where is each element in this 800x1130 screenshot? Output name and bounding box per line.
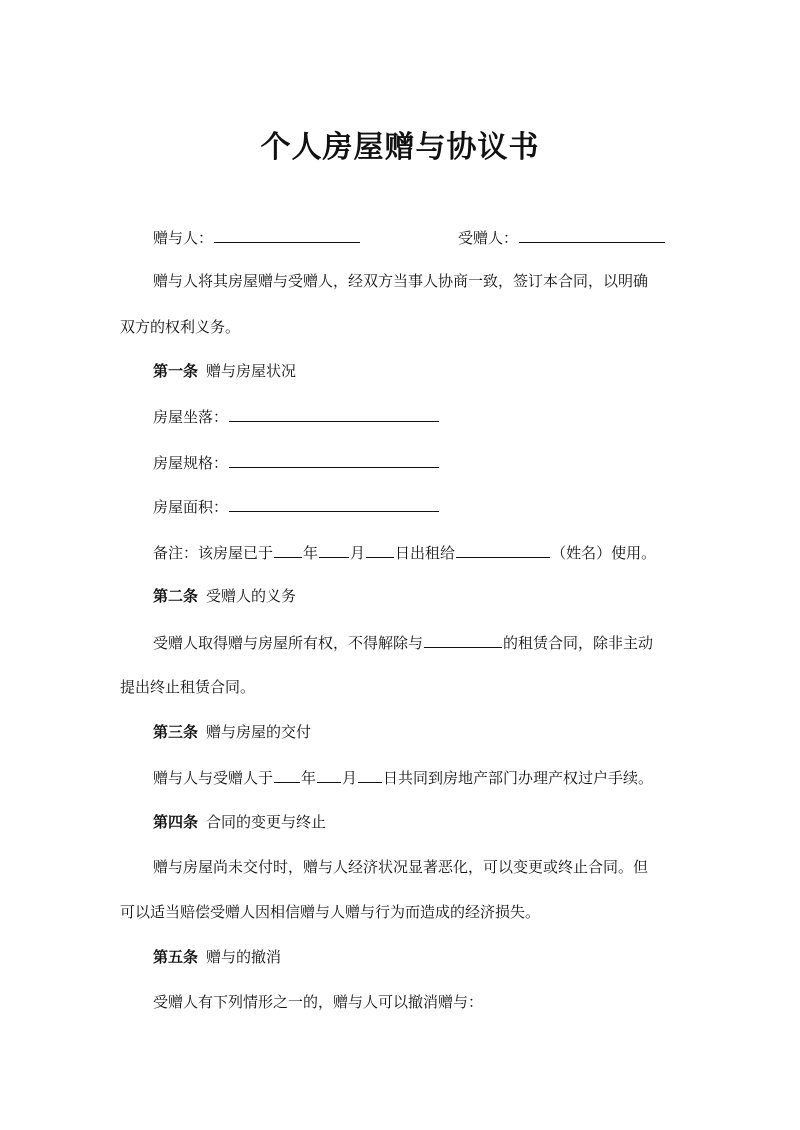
donee-name-blank[interactable] xyxy=(519,225,665,243)
lease-month-blank[interactable] xyxy=(319,540,349,558)
article-1-number: 第一条 xyxy=(153,362,199,380)
house-location-blank[interactable] xyxy=(229,404,439,422)
donor-name-blank[interactable] xyxy=(214,225,360,243)
article-2-line-2: 提出终止租赁合同。 xyxy=(120,678,256,696)
tenant-name-blank[interactable] xyxy=(456,540,550,558)
house-area-label: 房屋面积： xyxy=(153,498,229,516)
house-area-blank[interactable] xyxy=(229,494,439,512)
house-spec-line xyxy=(153,450,440,475)
article-2-title: 受赠人的义务 xyxy=(206,587,297,605)
article-2-line-1-suffix: 的租赁合同，除非主动 xyxy=(503,634,654,652)
article-2-line-1 xyxy=(153,630,653,655)
article-5-line-1: 受赠人有下列情形之一的，赠与人可以撤消赠与： xyxy=(153,993,484,1011)
article-3-prefix: 赠与人与受赠人于 xyxy=(153,769,274,787)
lease-note-prefix: 备注：该房屋已于 xyxy=(153,544,274,562)
article-4-line-2: 可以适当赔偿受赠人因相信赠与人赠与行为而造成的经济损失。 xyxy=(120,903,541,921)
article-2-number: 第二条 xyxy=(153,587,199,605)
house-spec-label: 房屋规格： xyxy=(153,454,229,472)
transfer-month-blank[interactable] xyxy=(317,765,341,783)
transfer-month-label: 月 xyxy=(342,769,358,787)
lease-year-label: 年 xyxy=(303,544,319,562)
house-spec-blank[interactable] xyxy=(229,450,439,468)
donor-line xyxy=(153,225,361,250)
lease-day-label: 日出租给 xyxy=(395,544,456,562)
lease-month-label: 月 xyxy=(350,544,366,562)
transfer-day-blank[interactable] xyxy=(358,765,382,783)
donor-label: 赠与人： xyxy=(153,229,214,247)
house-location-line xyxy=(153,404,440,429)
lease-day-blank[interactable] xyxy=(366,540,394,558)
article-1-heading xyxy=(153,359,296,383)
donee-line xyxy=(458,225,666,250)
article-5-number: 第五条 xyxy=(153,948,199,966)
article-2-heading xyxy=(153,584,296,608)
article-2-line-1-prefix: 受赠人取得赠与房屋所有权，不得解除与 xyxy=(153,634,424,652)
document-title: 个人房屋赠与协议书 xyxy=(260,130,540,165)
house-location-label: 房屋坐落： xyxy=(153,408,229,426)
transfer-year-blank[interactable] xyxy=(274,765,300,783)
transfer-year-label: 年 xyxy=(301,769,317,787)
article-5-heading xyxy=(153,945,281,969)
article-3-title: 赠与房屋的交付 xyxy=(206,723,312,741)
lessee-name-blank[interactable] xyxy=(424,630,502,648)
article-3-line xyxy=(153,765,653,790)
article-4-heading xyxy=(153,810,326,834)
article-4-number: 第四条 xyxy=(153,813,199,831)
article-1-title: 赠与房屋状况 xyxy=(206,362,297,380)
article-4-line-1: 赠与房屋尚未交付时，赠与人经济状况显著恶化，可以变更或终止合同。但 xyxy=(153,858,649,876)
article-4-title: 合同的变更与终止 xyxy=(206,813,327,831)
article-3-heading xyxy=(153,720,311,744)
lease-note-line xyxy=(153,540,656,565)
house-area-line xyxy=(153,494,440,519)
lease-year-blank[interactable] xyxy=(274,540,302,558)
intro-line-2: 双方的权利义务。 xyxy=(120,318,241,336)
intro-line-1: 赠与人将其房屋赠与受赠人，经双方当事人协商一致，签订本合同，以明确 xyxy=(153,272,649,290)
article-5-title: 赠与的撤消 xyxy=(206,948,282,966)
article-3-number: 第三条 xyxy=(153,723,199,741)
donee-label: 受赠人： xyxy=(458,229,519,247)
lease-note-suffix: （姓名）使用。 xyxy=(551,544,657,562)
article-3-suffix: 日共同到房地产部门办理产权过户手续。 xyxy=(383,769,654,787)
